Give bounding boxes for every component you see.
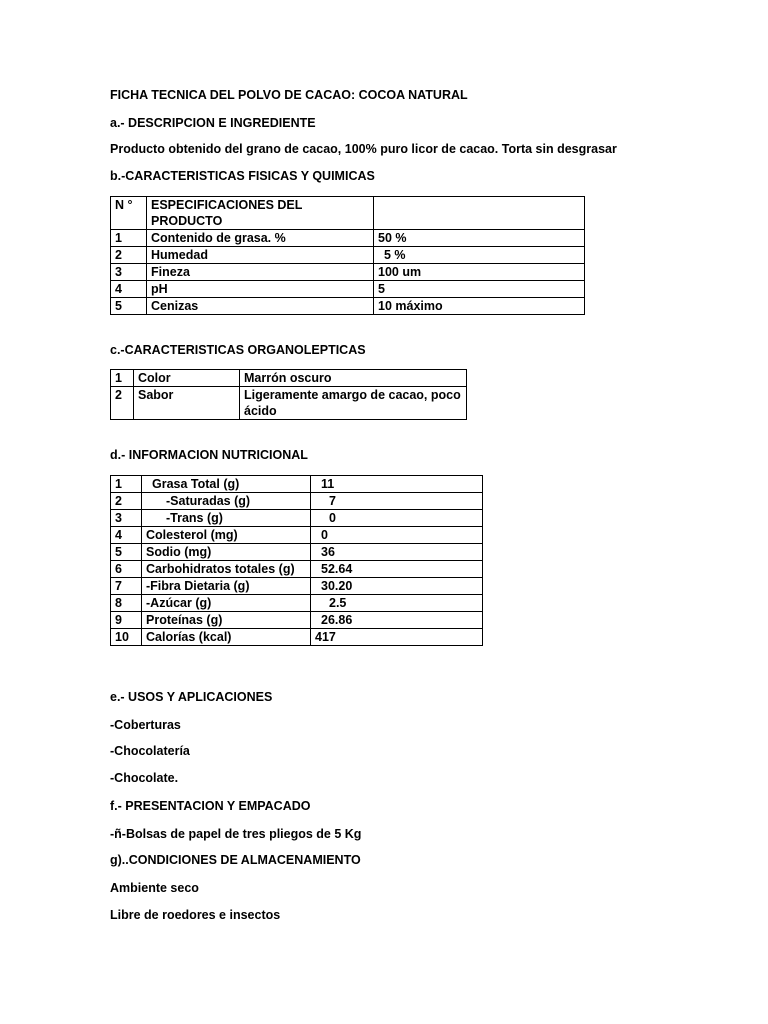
header-number: N ° [111,197,147,230]
row-number: 1 [111,476,142,493]
row-number: 8 [111,595,142,612]
row-value: 0 [311,510,483,527]
table-row [111,264,585,281]
table-row [111,527,483,544]
row-value: Marrón oscuro [240,370,467,387]
table-row [111,561,483,578]
row-number: 9 [111,612,142,629]
list-item: -Chocolatería [110,744,190,758]
row-item: Carbohidratos totales (g) [142,561,311,578]
list-item: -Coberturas [110,718,181,732]
row-attribute: Color [134,370,240,387]
row-number: 3 [111,264,147,281]
row-spec: Fineza [147,264,374,281]
table-row [111,612,483,629]
section-e-heading: e.- USOS Y APLICACIONES [110,690,273,704]
row-number: 5 [111,298,147,315]
row-item: -Azúcar (g) [142,595,311,612]
section-d-heading: d.- INFORMACION NUTRICIONAL [110,448,308,462]
row-number: 5 [111,544,142,561]
table-row [111,370,467,387]
row-number: 4 [111,281,147,298]
row-spec: Humedad [147,247,374,264]
row-number: 2 [111,387,134,420]
list-item: Libre de roedores e insectos [110,908,281,922]
row-item: -Trans (g) [142,510,311,527]
table-row [111,247,585,264]
organoleptic-table [110,369,467,420]
table-row [111,493,483,510]
row-value: 30.20 [311,578,483,595]
row-value: 0 [311,527,483,544]
table-row [111,298,585,315]
row-value: 7 [311,493,483,510]
row-number: 4 [111,527,142,544]
row-number: 1 [111,370,134,387]
row-value: 5 [374,281,585,298]
row-number: 6 [111,561,142,578]
row-number: 3 [111,510,142,527]
row-spec: Contenido de grasa. % [147,230,374,247]
nutrition-table [110,475,483,646]
row-value: 5 % [374,247,585,264]
row-spec: Cenizas [147,298,374,315]
row-spec: pH [147,281,374,298]
row-item: -Saturadas (g) [142,493,311,510]
table-row [111,230,585,247]
section-f-text: -ñ-Bolsas de papel de tres pliegos de 5 Kg [110,827,362,841]
section-a-text: Producto obtenido del grano de cacao, 100% puro licor de cacao. Torta sin desgrasar [110,142,617,156]
row-value: Ligeramente amargo de cacao, poco ácido [240,387,467,420]
row-value: 26.86 [311,612,483,629]
table-row [111,281,585,298]
row-attribute: Sabor [134,387,240,420]
row-number: 10 [111,629,142,646]
row-item: Colesterol (mg) [142,527,311,544]
list-item: Ambiente seco [110,881,199,895]
row-number: 1 [111,230,147,247]
row-item: Sodio (mg) [142,544,311,561]
row-value: 2.5 [311,595,483,612]
row-value: 50 % [374,230,585,247]
row-value: 36 [311,544,483,561]
table-row [111,387,467,420]
row-value: 417 [311,629,483,646]
table-row [111,629,483,646]
row-item: Grasa Total (g) [142,476,311,493]
table-row [111,510,483,527]
table-row [111,476,483,493]
table-header-row [111,197,585,230]
section-b-heading: b.-CARACTERISTICAS FISICAS Y QUIMICAS [110,169,375,183]
section-f-heading: f.- PRESENTACION Y EMPACADO [110,799,311,813]
row-value: 100 um [374,264,585,281]
row-item: Proteínas (g) [142,612,311,629]
row-number: 2 [111,247,147,264]
row-number: 2 [111,493,142,510]
table-row [111,544,483,561]
row-item: -Fibra Dietaria (g) [142,578,311,595]
document-title: FICHA TECNICA DEL POLVO DE CACAO: COCOA NATURAL [110,88,468,102]
row-value: 10 máximo [374,298,585,315]
table-row [111,595,483,612]
row-item: Calorías (kcal) [142,629,311,646]
row-number: 7 [111,578,142,595]
section-c-heading: c.-CARACTERISTICAS ORGANOLEPTICAS [110,343,366,357]
header-value [374,197,585,230]
table-row [111,578,483,595]
row-value: 11 [311,476,483,493]
list-item: -Chocolate. [110,771,179,785]
section-g-heading: g)..CONDICIONES DE ALMACENAMIENTO [110,853,361,867]
row-value: 52.64 [311,561,483,578]
physical-chemical-table [110,196,585,315]
section-a-heading: a.- DESCRIPCION E INGREDIENTE [110,116,316,130]
header-spec: ESPECIFICACIONES DEL PRODUCTO [147,197,374,230]
